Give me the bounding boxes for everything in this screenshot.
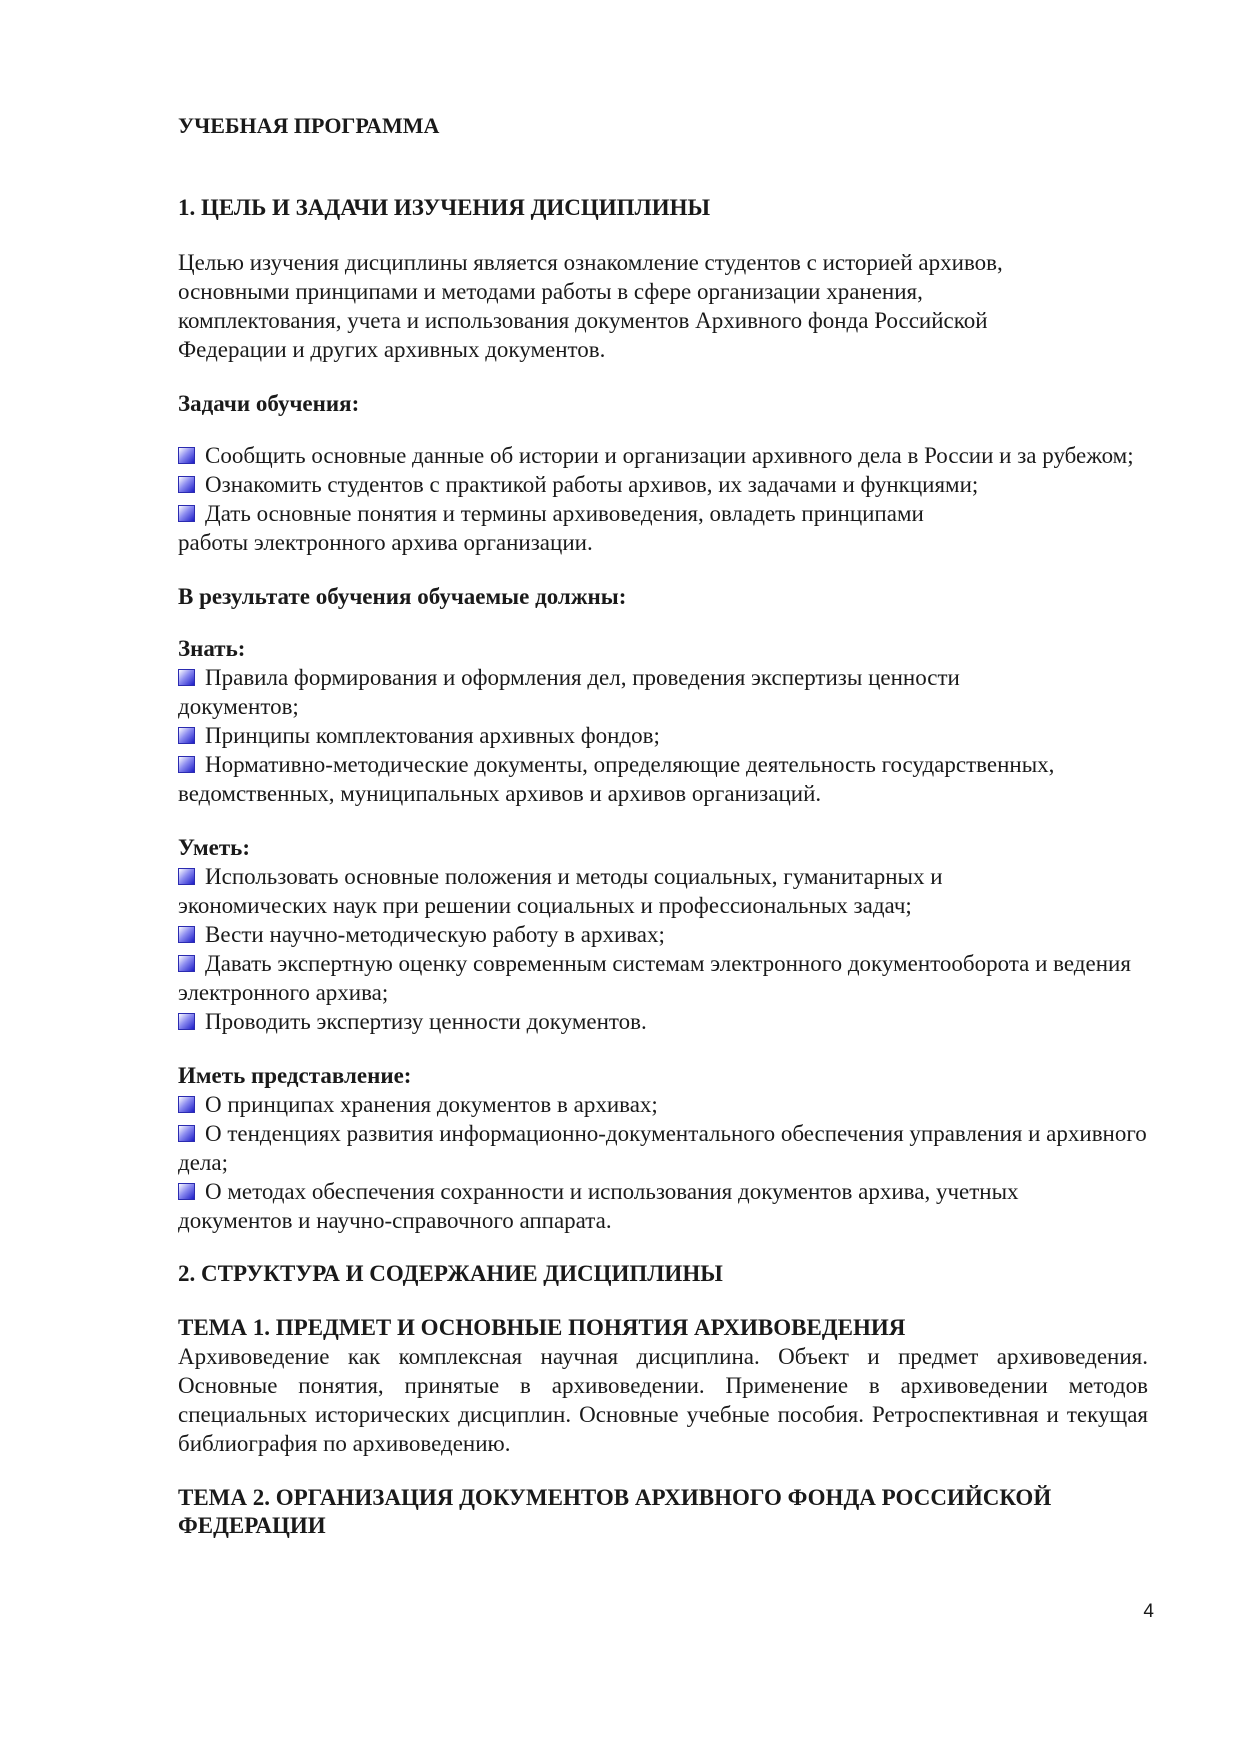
- tasks-heading: Задачи обучения:: [178, 391, 360, 416]
- document-title: УЧЕБНАЯ ПРОГРАММА: [178, 113, 440, 138]
- can-heading: Уметь:: [178, 835, 250, 860]
- topic1-heading: ТЕМА 1. ПРЕДМЕТ И ОСНОВНЫЕ ПОНЯТИЯ АРХИВОВЕДЕНИЯ: [178, 1315, 906, 1340]
- square-bullet-icon: [178, 669, 195, 686]
- square-bullet-icon: [178, 955, 195, 972]
- list-item: Проводить экспертизу ценности документов.: [178, 1007, 1158, 1036]
- idea-heading: Иметь представление:: [178, 1063, 412, 1088]
- topic1-text: Архивоведение как комплексная научная дисциплина. Объект и предмет архивоведения. Основные понятия, принятые в архивоведении. Применение в архивоведении методов специальных исторических дисциплин. Основные учебные пособия. Ретроспективная и текущая библиография по архивоведению.: [178, 1344, 1148, 1456]
- list-item: Дать основные понятия и термины архивоведения, овладеть принципами работы электронного архива организации.: [178, 501, 924, 555]
- section2-heading: 2. СТРУКТУРА И СОДЕРЖАНИЕ ДИСЦИПЛИНЫ: [178, 1261, 723, 1286]
- know-list: [178, 663, 1158, 808]
- list-item: Принципы комплектования архивных фондов;: [178, 721, 1158, 750]
- idea-list: [178, 1090, 1158, 1235]
- section1-intro: Целью изучения дисциплины является ознакомление студентов с историей архивов, основными принципами и методами работы в сфере организации хранения, комплектования, учета и использования документов Архивного фонда Российской Федерации и других архивных документов.: [178, 250, 1003, 362]
- square-bullet-icon: [178, 868, 195, 885]
- section1-heading: 1. ЦЕЛЬ И ЗАДАЧИ ИЗУЧЕНИЯ ДИСЦИПЛИНЫ: [178, 195, 711, 220]
- document-page: [178, 112, 1158, 1540]
- list-item: Сообщить основные данные об истории и организации архивного дела в России и за рубежом;: [178, 441, 1158, 470]
- square-bullet-icon: [178, 1013, 195, 1030]
- can-list: [178, 862, 1158, 1036]
- topic2-heading: ТЕМА 2. ОРГАНИЗАЦИЯ ДОКУМЕНТОВ АРХИВНОГО ФОНДА РОССИЙСКОЙ ФЕДЕРАЦИИ: [178, 1485, 1052, 1538]
- square-bullet-icon: [178, 727, 195, 744]
- square-bullet-icon: [178, 1096, 195, 1113]
- list-item: Вести научно-методическую работу в архивах;: [178, 920, 1158, 949]
- list-item: Нормативно-методические документы, определяющие деятельность государственных, ведомственных, муниципальных архивов и архивов организаций.: [178, 752, 1055, 806]
- list-item: О тенденциях развития информационно-документального обеспечения управления и архивного дела;: [178, 1121, 1147, 1175]
- list-item: Правила формирования и оформления дел, проведения экспертизы ценности документов;: [178, 665, 960, 719]
- list-item: Ознакомить студентов с практикой работы архивов, их задачами и функциями;: [178, 470, 1158, 499]
- list-item: Давать экспертную оценку современным системам электронного документооборота и ведения электронного архива;: [178, 951, 1131, 1005]
- list-item: О методах обеспечения сохранности и использования документов архива, учетных документов и научно-справочного аппарата.: [178, 1179, 1019, 1233]
- tasks-list: [178, 441, 1158, 557]
- square-bullet-icon: [178, 1125, 195, 1142]
- know-heading: Знать:: [178, 636, 246, 661]
- results-heading: В результате обучения обучаемые должны:: [178, 584, 627, 609]
- square-bullet-icon: [178, 1183, 195, 1200]
- square-bullet-icon: [178, 926, 195, 943]
- square-bullet-icon: [178, 505, 195, 522]
- square-bullet-icon: [178, 447, 195, 464]
- square-bullet-icon: [178, 756, 195, 773]
- square-bullet-icon: [178, 476, 195, 493]
- page-number: 4: [1143, 1601, 1154, 1622]
- list-item: О принципах хранения документов в архивах;: [178, 1090, 1158, 1119]
- list-item: Использовать основные положения и методы социальных, гуманитарных и экономических наук при решении социальных и профессиональных задач;: [178, 864, 943, 918]
